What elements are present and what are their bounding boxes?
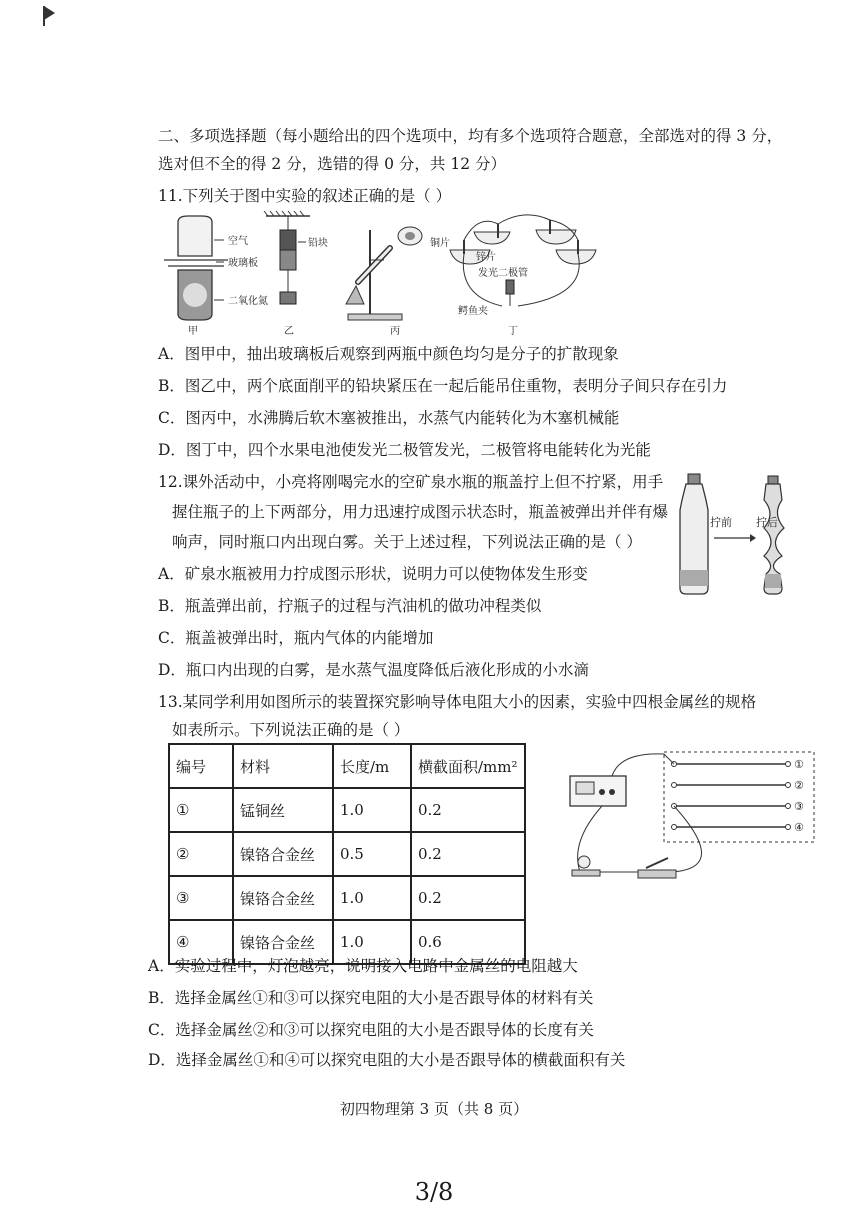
metal-wires <box>672 762 791 830</box>
q11-option-d: D．图丁中，四个水果电池使发光二极管发光，二极管将电能转化为光能 <box>158 441 651 459</box>
q12-bottle-figure <box>668 470 798 600</box>
wire-label-1: ① <box>794 758 804 771</box>
label-before: 拧前 <box>710 516 732 529</box>
q11-option-a: A．图甲中，抽出玻璃板后观察到两瓶中颜色均匀是分子的扩散现象 <box>158 345 619 363</box>
bottle-diffusion-illustration <box>164 216 228 320</box>
section-heading-line1: 二、多项选择题（每小题给出的四个选项中，均有多个选项符合题意，全部选对的得 3 分， <box>158 127 783 145</box>
table-cell: ③ <box>169 876 233 920</box>
label-yi: 乙 <box>284 326 294 337</box>
q12-option-d: D．瓶口内出现的白雾，是水蒸气温度降低后液化形成的小水滴 <box>158 661 589 679</box>
q13-option-d: D．选择金属丝①和④可以探究电阻的大小是否跟导体的横截面积有关 <box>148 1051 626 1069</box>
label-zinc: 锌片 <box>476 252 496 263</box>
test-tube-stand-illustration <box>346 227 422 320</box>
section-heading-line2: 选对但不全的得 2 分，选错的得 0 分，共 12 分） <box>158 155 507 173</box>
table-cell: 0.2 <box>411 876 525 920</box>
table-header-cell: 材料 <box>233 744 333 788</box>
table-cell: 0.6 <box>411 920 525 964</box>
lead-block-illustration <box>264 211 310 304</box>
table-header-row <box>169 744 525 788</box>
page-footer: 初四物理第 3 页（共 8 页） <box>339 1100 529 1118</box>
q13-stem-line1: 13.某同学利用如图所示的装置探究影响导体电阻大小的因素，实验中四根金属丝的规格 <box>158 693 757 711</box>
q13-option-a: A．实验过程中，灯泡越亮，说明接入电路中金属丝的电阻越大 <box>148 957 578 975</box>
q11-option-c: C．图丙中，水沸腾后软木塞被推出，水蒸气内能转化为木塞机械能 <box>158 409 620 427</box>
table-cell: 1.0 <box>333 876 411 920</box>
table-row <box>169 876 525 920</box>
q12-stem-line3: 响声，同时瓶口内出现白雾。关于上述过程，下列说法正确的是（ ） <box>172 533 642 551</box>
bulb-icon <box>572 856 600 876</box>
power-supply-illustration <box>570 776 626 806</box>
page-number: 3/8 <box>414 1178 454 1206</box>
table-cell: 锰铜丝 <box>233 788 333 832</box>
table-cell: 0.5 <box>333 832 411 876</box>
q12-stem-line1: 12.课外活动中，小亮将刚喝完水的空矿泉水瓶的瓶盖拧上但不拧紧，用手 <box>158 473 664 491</box>
table-cell: 镍铬合金丝 <box>233 920 333 964</box>
label-copper: 铜片 <box>430 238 450 249</box>
table-header-cell: 长度/m <box>333 744 411 788</box>
wire-label-4: ④ <box>794 821 804 834</box>
q13-circuit-figure <box>560 742 820 892</box>
wire-label-3: ③ <box>794 800 804 813</box>
arrow-icon <box>714 534 756 542</box>
table-header-cell: 编号 <box>169 744 233 788</box>
label-lead: 铅块 <box>308 238 328 249</box>
wire-spec-table <box>168 743 526 965</box>
bottle-before-illustration <box>680 474 708 594</box>
table-row <box>169 832 525 876</box>
label-jia: 甲 <box>188 326 198 337</box>
table-cell: 1.0 <box>333 788 411 832</box>
q13-option-c: C．选择金属丝②和③可以探究电阻的大小是否跟导体的长度有关 <box>148 1021 594 1039</box>
q12-stem-line2: 握住瓶子的上下两部分，用力迅速拧成图示状态时，瓶盖被弹出并伴有爆 <box>172 503 669 521</box>
label-bing: 丙 <box>390 326 400 337</box>
q11-option-b: B．图乙中，两个底面削平的铅块紧压在一起后能吊住重物，表明分子间只存在引力 <box>158 377 728 395</box>
table-row <box>169 788 525 832</box>
label-glass: 玻璃板 <box>228 258 258 269</box>
label-air: 空气 <box>228 236 248 247</box>
q12-option-b: B．瓶盖弹出前，拧瓶子的过程与汽油机的做功冲程类似 <box>158 597 542 615</box>
label-led: 发光二极管 <box>478 268 528 279</box>
table-header-cell: 横截面积/mm² <box>411 744 525 788</box>
q12-option-c: C．瓶盖被弹出时，瓶内气体的内能增加 <box>158 629 434 647</box>
table-cell: ① <box>169 788 233 832</box>
table-cell: 镍铬合金丝 <box>233 876 333 920</box>
q12-option-a: A．矿泉水瓶被用力拧成图示形状，说明力可以使物体发生形变 <box>158 565 588 583</box>
label-ding: 丁 <box>508 326 518 337</box>
switch-icon <box>638 858 676 878</box>
fruit-battery-illustration <box>450 215 596 306</box>
table-cell: 1.0 <box>333 920 411 964</box>
table-cell: ② <box>169 832 233 876</box>
label-clip: 鳄鱼夹 <box>458 306 488 317</box>
table-cell: ④ <box>169 920 233 964</box>
table-cell: 0.2 <box>411 832 525 876</box>
q11-figure <box>158 210 638 340</box>
wire-label-2: ② <box>794 779 804 792</box>
bottle-after-illustration <box>764 476 784 594</box>
label-no2: 二氧化氮 <box>228 296 268 307</box>
q11-stem: 11.下列关于图中实验的叙述正确的是（ ） <box>158 187 452 205</box>
q13-option-b: B．选择金属丝①和③可以探究电阻的大小是否跟导体的材料有关 <box>148 989 594 1007</box>
table-cell: 0.2 <box>411 788 525 832</box>
q13-stem-line2: 如表所示。下列说法正确的是（ ） <box>172 721 410 739</box>
table-cell: 镍铬合金丝 <box>233 832 333 876</box>
circuit-wires <box>578 754 702 872</box>
page-corner-marker <box>44 6 55 20</box>
label-after: 拧后 <box>756 516 778 529</box>
